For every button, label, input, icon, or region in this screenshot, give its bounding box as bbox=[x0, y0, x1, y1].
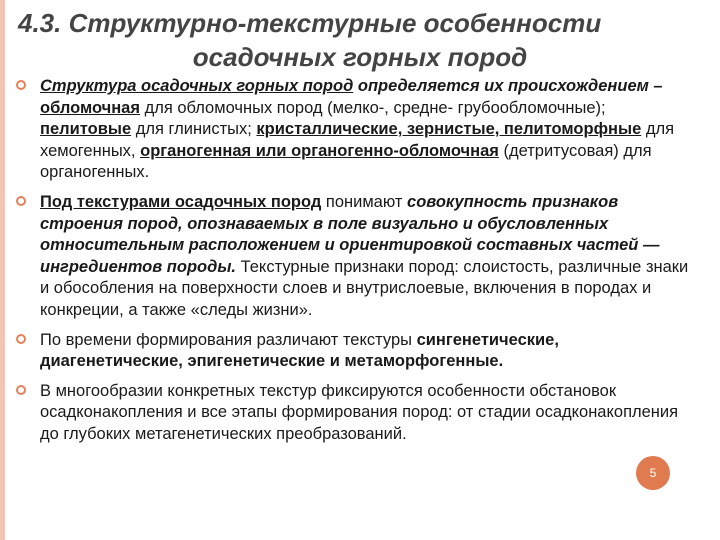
bullet-text-segment: сингенетические, диагенетические, эпигенетические и метаморфогенные. bbox=[40, 330, 559, 371]
bullet-text-segment: определяется их происхождением – bbox=[353, 77, 663, 95]
bullet-text-segment: В многообразии конкретных текстур фиксируются особенности обстановок осадконакопления и все этапы формирования пород: от стадии осадконакопления до глубоких метагенетических преобразований. bbox=[40, 381, 679, 443]
slide-title-line-1: 4.3. Структурно-текстурные особенности bbox=[18, 8, 602, 38]
bullet-text-segment: пелитовые bbox=[40, 120, 132, 139]
bullet-item bbox=[16, 381, 696, 446]
bullet-marker-icon bbox=[16, 334, 26, 344]
slide-title bbox=[10, 6, 710, 74]
bullet-text-segment: Текстурные признаки пород: слоистость, различные знаки и обособления на поверхности слоев и внутрислоевые, включения в породах и конкреции, а также «следы жизни». bbox=[40, 257, 689, 319]
slide-number-badge: 5 bbox=[636, 456, 670, 490]
bullet-item bbox=[16, 330, 696, 373]
bullet-item bbox=[16, 192, 696, 322]
bullet-text-segment: Структура осадочных горных пород bbox=[40, 77, 354, 95]
bullet-list bbox=[16, 76, 696, 454]
bullet-marker-icon bbox=[16, 80, 26, 90]
bullet-text-segment: обломочная bbox=[40, 98, 140, 117]
bullet-text-segment: (детритусовая) для органогенных. bbox=[40, 141, 652, 182]
slide-frame-edge bbox=[0, 0, 5, 540]
bullet-text-segment: органогенная или органогенно-обломочная bbox=[140, 141, 499, 160]
bullet-text-segment: совокупность признаков строения пород, опознаваемых в поле визуально и обусловленных относительным расположением и ориентировкой составных частей — ингредиентов породы. bbox=[40, 192, 660, 276]
bullet-text-segment: кристаллические, зернистые, пелитоморфные bbox=[256, 120, 642, 139]
bullet-marker-icon bbox=[16, 196, 26, 206]
slide-title-line-2: осадочных горных пород bbox=[192, 42, 528, 72]
bullet-text-segment: для глинистых; bbox=[131, 120, 257, 139]
bullet-text-segment: понимают bbox=[321, 192, 408, 211]
bullet-text-segment: для хемогенных, bbox=[40, 120, 675, 160]
bullet-item bbox=[16, 76, 696, 184]
bullet-text-segment: Под текстурами осадочных пород bbox=[40, 192, 322, 211]
bullet-text-segment: По времени формирования различают текстуры bbox=[40, 330, 417, 349]
bullet-text-segment: для обломочных пород (мелко-, средне- грубообломочные); bbox=[140, 98, 606, 117]
bullet-marker-icon bbox=[16, 385, 26, 395]
